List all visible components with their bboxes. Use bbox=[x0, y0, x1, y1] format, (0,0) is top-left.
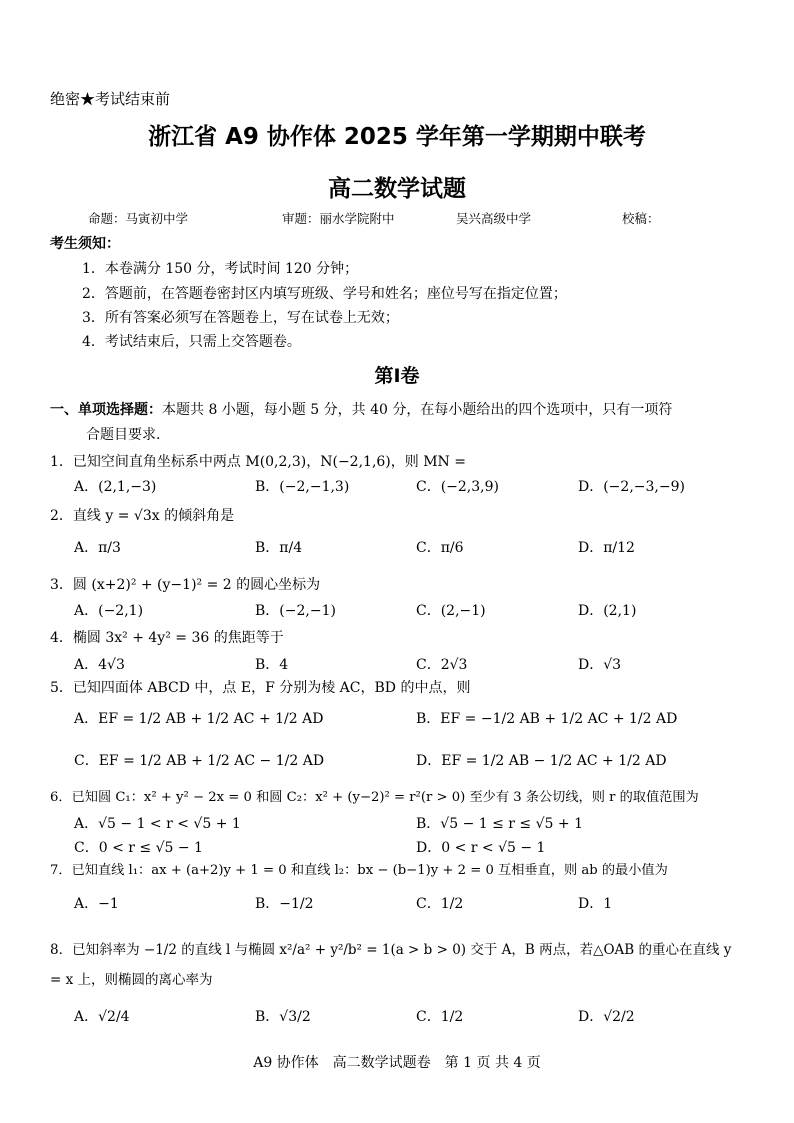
credit-reviewer: 审题：丽水学院附中 bbox=[282, 211, 395, 226]
question-6-option-b: B．√5 − 1 ≤ r ≤ √5 + 1 bbox=[416, 816, 583, 832]
question-2-option-c: C．π/6 bbox=[416, 540, 464, 556]
question-1-option-d: D．(−2,−3,−9) bbox=[578, 479, 685, 495]
question-2-option-d: D．π/12 bbox=[578, 540, 635, 556]
question-5-option-a: A．EF = 1/2 AB + 1/2 AC + 1/2 AD bbox=[74, 711, 324, 727]
exam-title: 浙江省 A9 协作体 2025 学年第一学期期中联考 bbox=[148, 124, 646, 150]
credit-reviewer-2: 吴兴高级中学 bbox=[456, 211, 532, 226]
question-5-stem: 5．已知四面体 ABCD 中，点 E，F 分别为棱 AC，BD 的中点，则 bbox=[50, 680, 471, 696]
question-8-option-a: A．√2/4 bbox=[74, 1009, 130, 1025]
question-8-option-d: D．√2/2 bbox=[578, 1009, 635, 1025]
question-7-option-d: D．1 bbox=[578, 896, 613, 912]
question-1-option-b: B．(−2,−1,3) bbox=[255, 479, 350, 495]
question-7-option-a: A．−1 bbox=[74, 896, 119, 912]
question-4-stem: 4．椭圆 3x² + 4y² = 36 的焦距等于 bbox=[50, 630, 284, 646]
question-3-option-d: D．(2,1) bbox=[578, 603, 637, 619]
question-1-option-a: A．(2,1,−3) bbox=[74, 479, 157, 495]
question-2-option-b: B．π/4 bbox=[255, 540, 303, 556]
credit-proofreader: 校稿： bbox=[622, 211, 660, 226]
credit-author: 命题：马寅初中学 bbox=[88, 211, 189, 226]
question-8-option-b: B．√3/2 bbox=[255, 1009, 311, 1025]
question-3-option-b: B．(−2,−1) bbox=[255, 603, 336, 619]
question-1-stem: 1．已知空间直角坐标系中两点 M(0,2,3)，N(−2,1,6)，则 MN = bbox=[50, 454, 466, 470]
question-8-option-c: C．1/2 bbox=[416, 1009, 464, 1025]
notice-heading: 考生须知： bbox=[50, 236, 120, 252]
notice-item: 1．本卷满分 150 分，考试时间 120 分钟； bbox=[82, 261, 359, 277]
question-1-option-c: C．(−2,3,9) bbox=[416, 479, 499, 495]
question-4-option-d: D．√3 bbox=[578, 657, 622, 673]
question-8-stem: 8．已知斜率为 −1/2 的直线 l 与椭圆 x²/a² + y²/b² = 1(a > b > 0) 交于 A，B 两点，若△OAB 的重心在直线 y = x 上，则椭圆的离心率为 bbox=[50, 942, 732, 988]
question-3-option-c: C．(2,−1) bbox=[416, 603, 486, 619]
question-3-stem: 3．圆 (x+2)² + (y−1)² = 2 的圆心坐标为 bbox=[50, 577, 321, 593]
section-text: 本题共 8 小题，每小题 5 分，共 40 分，在每小题给出的四个选项中，只有一项符 bbox=[162, 402, 673, 418]
question-7-option-c: C．1/2 bbox=[416, 896, 464, 912]
section-heading bbox=[50, 399, 672, 419]
question-5-option-c: C．EF = 1/2 AB + 1/2 AC − 1/2 AD bbox=[74, 753, 325, 769]
question-6-option-d: D．0 < r < √5 − 1 bbox=[416, 840, 546, 856]
notice-item: 3．所有答案必须写在答题卷上，写在试卷上无效； bbox=[82, 310, 399, 326]
section-text-cont: 合题目要求. bbox=[86, 427, 161, 443]
question-6-option-c: C．0 < r ≤ √5 − 1 bbox=[74, 840, 203, 856]
question-5-option-d: D．EF = 1/2 AB − 1/2 AC + 1/2 AD bbox=[416, 753, 667, 769]
confidential-mark: 绝密★考试结束前 bbox=[50, 90, 171, 108]
question-4-option-a: A．4√3 bbox=[74, 657, 125, 673]
question-4-option-c: C．2√3 bbox=[416, 657, 468, 673]
notice-item: 2．答题前，在答题卷密封区内填写班级、学号和姓名；座位号写在指定位置； bbox=[82, 286, 567, 302]
exam-subtitle: 高二数学试题 bbox=[328, 176, 466, 202]
volume-heading: 第Ⅰ卷 bbox=[374, 365, 420, 387]
question-2-option-a: A．π/3 bbox=[74, 540, 121, 556]
section-label: 一、单项选择题： bbox=[50, 402, 162, 418]
question-7-stem: 7．已知直线 l₁：ax + (a+2)y + 1 = 0 和直线 l₂：bx − (b−1)y + 2 = 0 互相垂直，则 ab 的最小值为 bbox=[50, 863, 668, 878]
page-footer: A9 协作体 高二数学试题卷 第 1 页 共 4 页 bbox=[253, 1055, 541, 1071]
question-4-option-b: B．4 bbox=[255, 657, 289, 673]
question-7-option-b: B．−1/2 bbox=[255, 896, 314, 912]
question-6-stem: 6．已知圆 C₁：x² + y² − 2x = 0 和圆 C₂：x² + (y−2)² = r²(r > 0) 至少有 3 条公切线，则 r 的取值范围为 bbox=[50, 790, 699, 805]
question-3-option-a: A．(−2,1) bbox=[74, 603, 144, 619]
question-2-stem: 2．直线 y = √3x 的倾斜角是 bbox=[50, 508, 235, 524]
notice-item: 4．考试结束后，只需上交答题卷。 bbox=[82, 334, 301, 350]
question-6-option-a: A．√5 − 1 < r < √5 + 1 bbox=[74, 816, 241, 832]
question-5-option-b: B．EF = −1/2 AB + 1/2 AC + 1/2 AD bbox=[416, 711, 678, 727]
